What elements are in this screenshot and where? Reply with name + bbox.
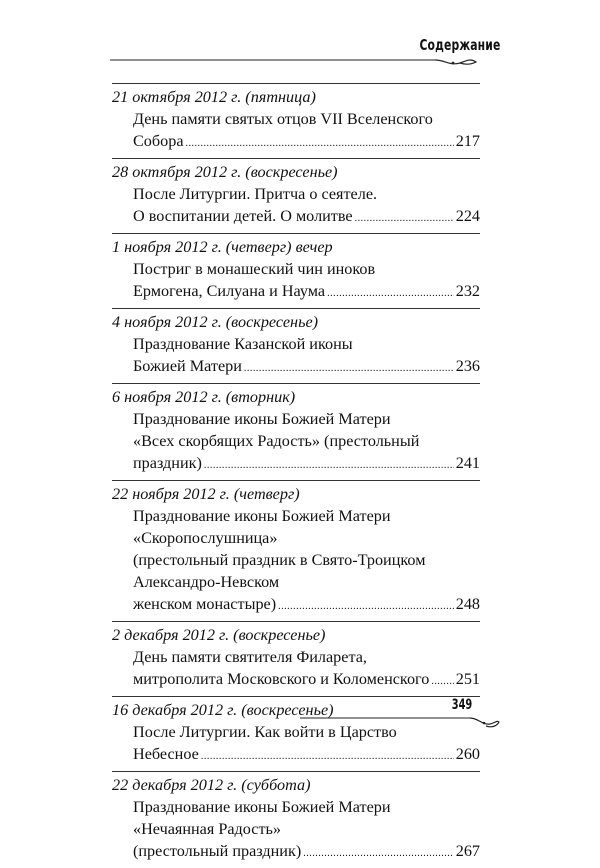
toc-entry <box>112 83 480 158</box>
entry-title-line: Празднование Казанской иконы <box>133 335 353 353</box>
entry-page-number: 241 <box>455 454 480 472</box>
entry-date: 16 декабря 2012 г. (воскресенье) <box>112 701 334 719</box>
entry-last-line <box>112 280 480 305</box>
entry-last-line <box>112 355 480 380</box>
dot-leader <box>431 671 453 693</box>
entry-title-line: Празднование иконы Божией Матери <box>133 507 391 525</box>
dot-leader <box>278 596 454 618</box>
entry-last-line <box>112 205 480 230</box>
entry-last-line <box>112 668 480 693</box>
entry-date: 28 октября 2012 г. (воскресенье) <box>112 163 338 181</box>
dot-leader <box>327 283 454 305</box>
entry-last-line <box>112 593 480 618</box>
entry-title-line: Собора <box>133 132 184 150</box>
page-number: 349 <box>451 697 472 713</box>
entry-title-line: (престольный праздник) <box>133 842 302 860</box>
entry-title-line: «Нечаянная Радость» <box>133 820 281 838</box>
entry-page-number: 260 <box>455 745 480 763</box>
entry-date: 4 ноября 2012 г. (воскресенье) <box>112 313 319 331</box>
entry-page-number: 224 <box>455 207 480 225</box>
toc-entry <box>112 480 480 621</box>
entry-date: 22 декабря 2012 г. (суббота) <box>112 776 311 794</box>
entry-last-line <box>112 130 480 155</box>
entry-title-line: Небесное <box>133 745 199 763</box>
entry-title-line: О воспитании детей. О молитве <box>133 207 353 225</box>
entry-title-line: «Скоропослушница» <box>133 529 278 547</box>
entry-date: 1 ноября 2012 г. (четверг) вечер <box>112 238 333 256</box>
toc-entry <box>112 233 480 308</box>
table-of-contents <box>112 83 480 868</box>
entry-title-line: Божией Матери <box>133 357 242 375</box>
entry-last-line <box>112 452 480 477</box>
entry-title-line: Постриг в монашеский чин иноков <box>133 260 376 278</box>
entry-title-line: митрополита Московского и Коломенского <box>133 670 430 688</box>
entry-page-number: 236 <box>455 357 480 375</box>
entry-date: 22 ноября 2012 г. (четверг) <box>112 485 300 503</box>
dot-leader <box>244 358 454 380</box>
footer-ornament-rule <box>300 716 500 730</box>
entry-title-line: Ермогена, Силуана и Наума <box>133 282 326 300</box>
toc-entry <box>112 158 480 233</box>
entry-last-line <box>112 840 480 865</box>
entry-last-line <box>112 743 480 768</box>
entry-title-line: Празднование иконы Божией Матери <box>133 410 391 428</box>
entry-title-line: После Литургии. Притча о сеятеле. <box>133 185 378 203</box>
toc-entry <box>112 696 480 771</box>
dot-leader <box>204 455 454 477</box>
entry-title-line: День памяти святителя Филарета, <box>133 648 367 666</box>
entry-page-number: 232 <box>455 282 480 300</box>
entry-page-number: 267 <box>455 842 480 860</box>
entry-title-line: Празднование иконы Божией Матери <box>133 798 391 816</box>
entry-title-line: (престольный праздник в Свято-Троицком <box>133 551 426 569</box>
entry-title-line: праздник) <box>133 454 202 472</box>
running-header-title: Содержание <box>419 36 500 54</box>
entry-title-line: День памяти святых отцов VII Вселенского <box>133 110 433 128</box>
entry-date: 2 декабря 2012 г. (воскресенье) <box>112 626 326 644</box>
entry-title-line: После Литургии. Как войти в Царство <box>133 723 397 741</box>
dot-leader <box>303 843 453 865</box>
toc-entry <box>112 771 480 868</box>
entry-title-line: Александро-Невском <box>133 573 280 591</box>
header-ornament-rule <box>110 56 480 68</box>
entry-title-line: женском монастыре) <box>133 595 277 613</box>
entry-date: 6 ноября 2012 г. (вторник) <box>112 388 296 406</box>
entry-page-number: 251 <box>455 670 480 688</box>
entry-date: 21 октября 2012 г. (пятница) <box>112 88 316 106</box>
dot-leader <box>186 133 454 155</box>
dot-leader <box>201 746 454 768</box>
toc-entry <box>112 383 480 480</box>
toc-entry <box>112 308 480 383</box>
toc-entry <box>112 621 480 696</box>
dot-leader <box>355 208 454 230</box>
entry-page-number: 248 <box>455 595 480 613</box>
entry-title-line: «Всех скорбящих Радость» (престольный <box>133 432 420 450</box>
entry-page-number: 217 <box>455 132 480 150</box>
